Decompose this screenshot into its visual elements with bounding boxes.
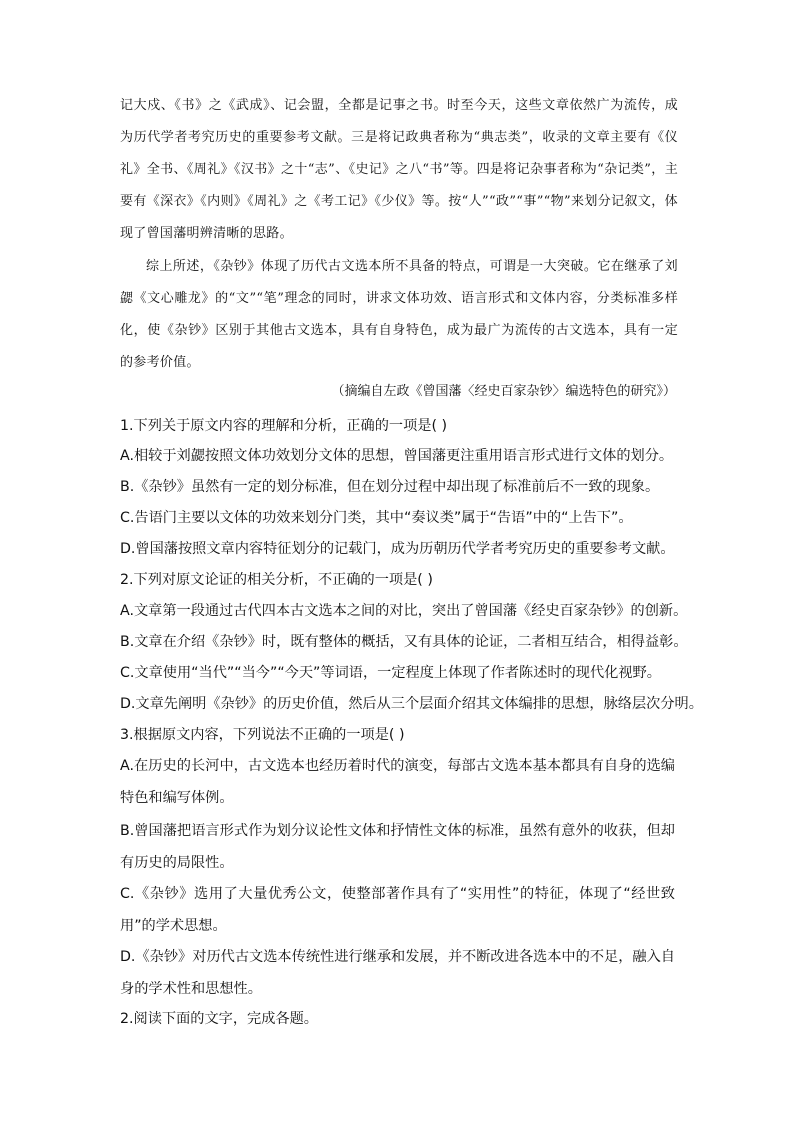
question-2-option-b: B.文章在介绍《杂钞》时，既有整体的概括，又有具体的论证，二者相互结合，相得益彰。 xyxy=(120,634,688,650)
question-1-stem: 1.下列关于原文内容的理解和分析，正确的一项是( ) xyxy=(120,418,448,434)
question-2-stem: 2.下列对原文论证的相关分析，不正确的一项是( ) xyxy=(120,572,433,588)
question-3-option-a: A.在历史的长河中，古文选本也经历着时代的演变，每部古文选本基本都具有自身的选编特色和编写体例。 xyxy=(120,758,675,806)
question-3-option-c: C.《杂钞》选用了大量优秀公文，使整部著作具有了“实用性”的特征，体现了“经世致用”的学术思想。 xyxy=(120,886,675,934)
question-3-option-d: D.《杂钞》对历代古文选本传统性进行继承和发展，并不断改进各选本中的不足，融入自身的学术性和思想性。 xyxy=(120,949,675,997)
question-2-option-c: C.文章使用“当代”“当今”“今天”等词语，一定程度上体现了作者陈述时的现代化视野。 xyxy=(120,665,661,681)
question-2-option-d: D.文章先阐明《杂钞》的历史价值，然后从三个层面介绍其文体编排的思想，脉络层次分明。 xyxy=(120,696,703,712)
passage-source: （摘编自左政《曾国藩〈经史百家杂钞〉编选特色的研究》） xyxy=(331,384,676,399)
question-1-option-d: D.曾国藩按照文章内容特征划分的记载门，成为历朝历代学者考究历史的重要参考文献。 xyxy=(120,541,675,557)
question-2-option-a: A.文章第一段通过古代四本古文选本之间的对比，突出了曾国藩《经史百家杂钞》的创新。 xyxy=(120,603,688,619)
question-1-option-c: C.告语门主要以文体的功效来划分门类，其中“奏议类”属于“告语”中的“上告下”。 xyxy=(120,510,633,526)
passage-paragraph-2: 综上所述，《杂钞》体现了历代古文选本所不具备的特点，可谓是一大突破。它在继承了刘勰《文心雕龙》的“文”“笔”理念的同时，讲求文体功效、语言形式和文体内容，分类标准多样化，使《杂钞》区别于其他古文选本，具有自身特色，成为最广为流传的古文选本，具有一定的参考价值。 xyxy=(120,259,678,370)
question-1-option-a: A.相较于刘勰按照文体功效划分文体的思想，曾国藩更注重用语言形式进行文体的划分。 xyxy=(120,448,674,464)
question-3-option-b: B.曾国藩把语言形式作为划分议论性文体和抒情性文体的标准，虽然有意外的收获，但却有历史的局限性。 xyxy=(120,823,675,871)
next-section-heading: 2.阅读下面的文字，完成各题。 xyxy=(120,1011,318,1027)
question-3-stem: 3.根据原文内容，下列说法不正确的一项是( ) xyxy=(120,727,405,743)
question-1-option-b: B.《杂钞》虽然有一定的划分标准，但在划分过程中却出现了标准前后不一致的现象。 xyxy=(120,479,660,495)
passage-paragraph-1: 记大戍、《书》之《武成》、记会盟，全都是记事之书。时至今天，这些文章依然广为流传，成为历代学者考究历史的重要参考文献。三是将记政典者称为“典志类”，收录的文章主要有《仪礼》全书、《周礼》《汉书》之十“志”、《史记》之八“书”等。四是将记杂事者称为“杂记类”，主要有《深衣》《内则》《周礼》之《考工记》《少仪》等。按“人”“政”“事”“物”来划分记叙文，体现了曾国藩明辨清晰的思路。 xyxy=(120,98,678,241)
